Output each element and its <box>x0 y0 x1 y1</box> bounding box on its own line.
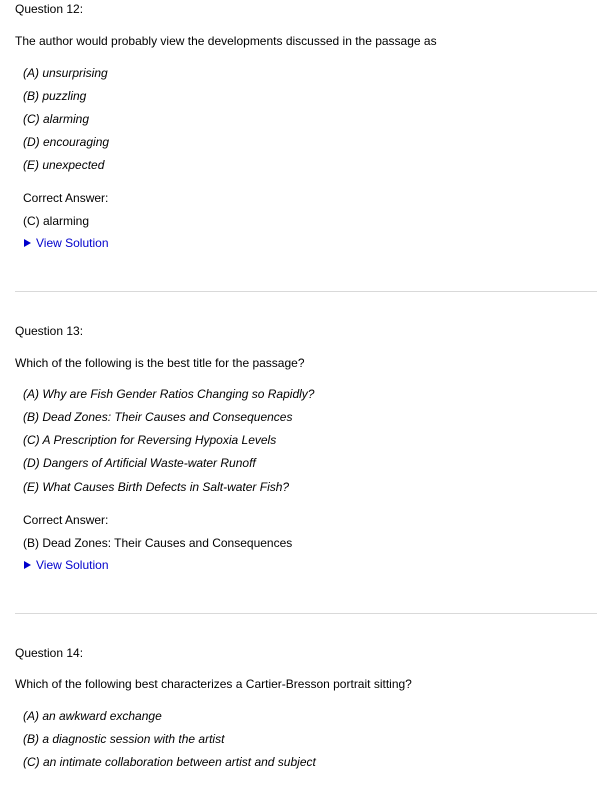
correct-answer-label: Correct Answer: <box>23 513 109 527</box>
answer-option-c: (C) alarming <box>23 112 90 126</box>
view-solution-link[interactable] <box>23 236 109 250</box>
answer-option-a: (A) unsurprising <box>23 66 108 80</box>
answer-option-a: (A) an awkward exchange <box>23 709 162 723</box>
question-text: Which of the following best characterizes a Cartier-Bresson portrait sitting? <box>15 677 412 691</box>
view-solution-link[interactable] <box>23 558 109 572</box>
answer-option-a: (A) Why are Fish Gender Ratios Changing so Rapidly? <box>23 387 315 401</box>
question-number: Question 13: <box>15 324 84 338</box>
expand-triangle-icon <box>24 561 31 569</box>
question-text: The author would probably view the developments discussed in the passage as <box>15 34 437 48</box>
correct-answer-value: (C) alarming <box>23 214 90 228</box>
expand-triangle-icon <box>24 239 31 247</box>
view-solution-label: View Solution <box>36 236 109 250</box>
answer-option-c: (C) an intimate collaboration between artist and subject <box>23 755 316 769</box>
answer-option-b: (B) Dead Zones: Their Causes and Consequences <box>23 410 293 424</box>
answer-option-d: (D) encouraging <box>23 135 110 149</box>
correct-answer-label: Correct Answer: <box>23 191 109 205</box>
answer-option-d: (D) Dangers of Artificial Waste-water Runoff <box>23 456 256 470</box>
divider <box>15 613 597 614</box>
answer-option-c: (C) A Prescription for Reversing Hypoxia Levels <box>23 433 277 447</box>
answer-option-b: (B) puzzling <box>23 89 87 103</box>
answer-option-e: (E) unexpected <box>23 158 105 172</box>
answer-option-b: (B) a diagnostic session with the artist <box>23 732 225 746</box>
question-number: Question 12: <box>15 2 84 16</box>
correct-answer-value: (B) Dead Zones: Their Causes and Consequences <box>23 536 293 550</box>
answer-option-e: (E) What Causes Birth Defects in Salt-water Fish? <box>23 480 290 494</box>
divider <box>15 291 597 292</box>
question-text: Which of the following is the best title for the passage? <box>15 356 305 370</box>
question-number: Question 14: <box>15 646 84 660</box>
view-solution-label: View Solution <box>36 558 109 572</box>
